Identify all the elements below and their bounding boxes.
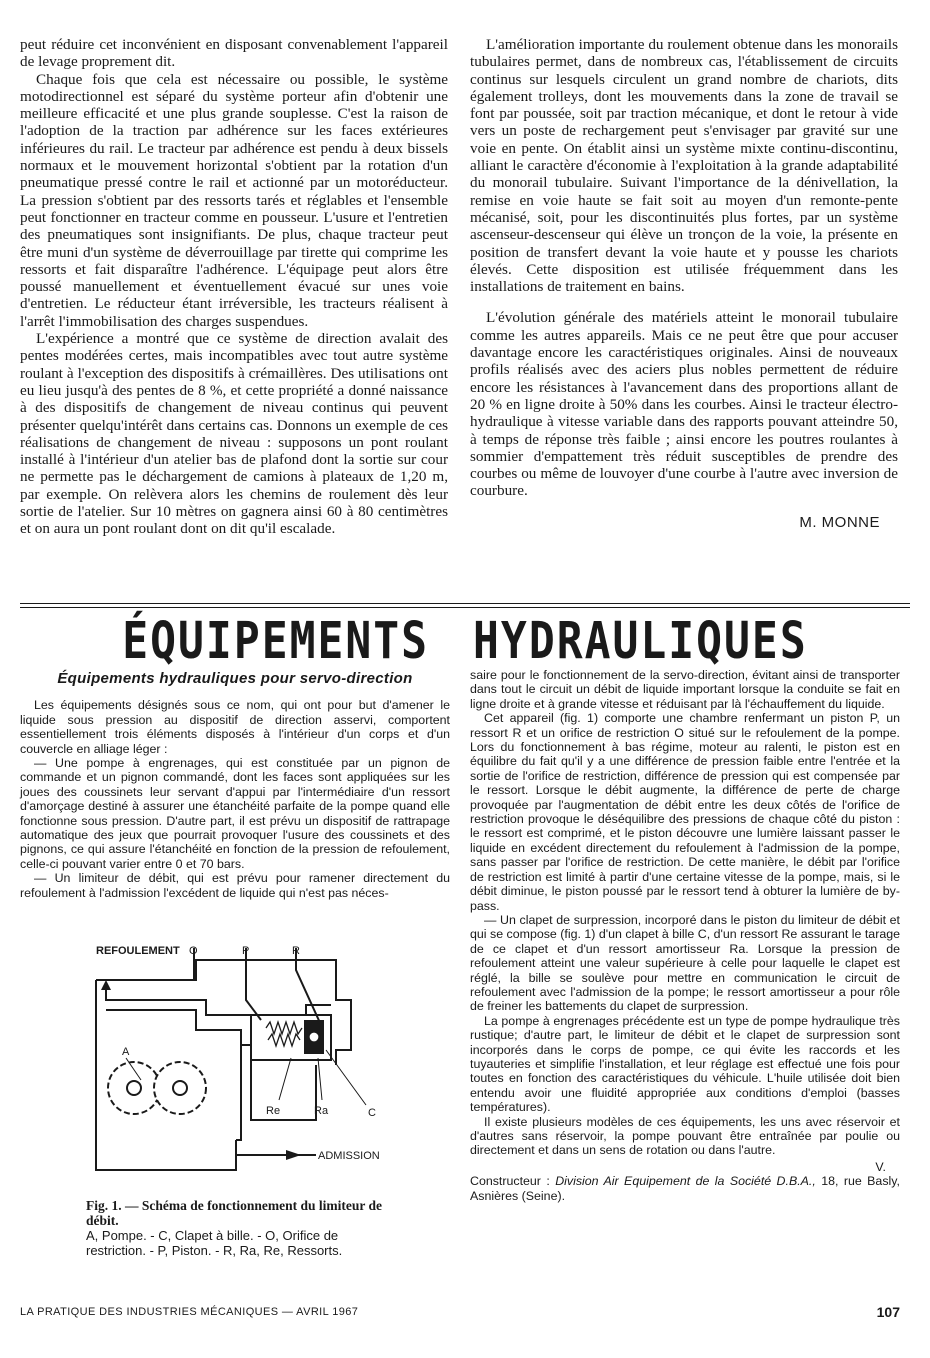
flow-limiter-diagram [86, 940, 396, 1180]
c-lead [326, 1050, 366, 1105]
top-article-left-column [20, 36, 448, 538]
piston-lead [246, 948, 261, 1020]
author-initial: V. [875, 1159, 886, 1174]
divider-line [20, 603, 910, 604]
section-left-column [20, 672, 450, 900]
paragraph: Les équipements désignés sous ce nom, qui ont pour but d'amener le liquide sous pression au dispositif de direction asservi, comportent essentiellement trois éléments disposés à l'intérieur d'un corps et d'un couvercle en alliage léger : [20, 698, 450, 756]
label-p: P [242, 945, 250, 957]
paragraph: L'évolution générale des matériels atteint le monorail tubulaire comme les autres appareils. Mais ce ne peut être que pour accuser davantage encore les caractéristiques originales. Ainsi de nouveaux profils réalisés avec des aciers plus nobles permettent de réduire encore les résistances à l'avancement dans des proportions allant de 20 % en ligne droite à 50% dans les courbes. Ainsi le tracteur électro-hydraulique à vitesse variable dans des rapports pouvant atteindre 50, à temps de réponse très faible ; ainsi encore les poutres roulantes à sommier d'empattement très réduit susceptibles de prendre des courbes ou même de louvoyer d'une courbe à l'autre avec inversion de courbure. [470, 309, 898, 500]
paragraph: Cet appareil (fig. 1) comporte une chambre renfermant un piston P, un ressort R et un orifice de restriction O situé sur le refoulement de la pompe. Lors du fonctionnement à bas régime, moteur au ralenti, le piston est en équilibre du fait qu'il y a une différence de pression faible entre l'entrée et la sortie de l'orifice de restriction, différence de pression qui est compensée par le ressort. Lorsque le débit augmente, la différence de perte de charge provoquée par l'augmentation de débit entre les deux côtés de l'orifice de restriction provoque le déséquilibre des pressions de chaque côté du piston : le ressort est comprimé, et le piston découvre une lumière laissant passer le liquide en excédent directement du refoulement à l'admission de la pompe, sans passer par l'orifice de restriction. De cette manière, le débit par l'orifice de restriction est limité à partir d'une certaine vitesse de la pompe, mais, si le débit diminue, le piston poussé par le ressort tend à obturer la lumière de by-pass. [470, 711, 900, 913]
by-pass-channel [236, 1045, 241, 1140]
diagram-labels [96, 945, 380, 1162]
top-article-right-column [470, 36, 898, 531]
caption-legend: A, Pompe. - C, Clapet à bille. - O, Orifice de restriction. - P, Piston. - R, Ra, Re, Ressorts. [86, 1228, 343, 1258]
constructeur-line [470, 1174, 900, 1203]
paragraph: — Un clapet de surpression, incorporé dans le piston du limiteur de débit et qui se compose (fig. 1) d'un clapet à bille C, d'un ressort Re assurant le tarage de ce clapet et d'un ressort amortisseur Ra. Lorsque la pression de refoulement atteint une valeur supérieure à celle pour laquelle le clapet est réglé, la bille se soulève pour mettre en communication le circuit de refoulement avec l'admission de la pompe; le ressort amortisseur a pour rôle de freiner les battements du clapet de surpression. [470, 912, 900, 1014]
paragraph: saire pour le fonctionnement de la servo-direction, évitant ainsi de transporter dans tout le circuit un débit de liquide important lorsque la conduite se fait en ligne droite et à grande vitesse et réduisant par là l'échauffement du liquide. [470, 668, 900, 711]
label-admission: ADMISSION [318, 1150, 380, 1162]
constructeur-name: Division Air Equipement de la Société D.B.A., [555, 1174, 816, 1189]
label-r: R [292, 945, 300, 957]
constructeur-address: 18, rue Basly, Asnières (Seine). [470, 1174, 900, 1203]
journal-footer: LA PRATIQUE DES INDUSTRIES MÉCANIQUES — AVRIL 1967 [20, 1306, 359, 1318]
caption-number: Fig. 1. — [86, 1198, 139, 1213]
re-lead [279, 1058, 291, 1100]
ball-valve [309, 1032, 319, 1042]
section-title-word: ÉQUIPEMENTS [122, 612, 430, 671]
paragraph: — Une pompe à engrenages, qui est constituée par un pignon de commande et un pignon commandé, dont les faces sont appliquées sur les joues des coussinets leur servant d'appui par l'intermédiaire d'un ressort d'amorçage destiné à assurer une étanchéité parfaite de la pompe quand elle fonctionne sous pression. D'autre part, il est prévu un dispositif de rattrapage automatique des jeux que pourrait provoquer l'usure des coussinets et des pignons, ce qui assure l'étanchéité en fonction de la pression de refoulement, celle-ci pouvant varier entre 0 et 70 bars. [20, 756, 450, 871]
author-signature: M. MONNE [799, 513, 880, 531]
label-a: A [122, 1046, 130, 1058]
label-o: O [189, 945, 198, 957]
paragraph: L'amélioration importante du roulement obtenue dans les monorails tubulaires permet, dans de nombreux cas, l'établissement de circuits continus sur lesquels circulent un grand nombre de chariots, dits également trolleys, dont les mouvements dans la zone de travail se font par poussée, soit par traction mécanique, et dont le retour à vide vers un poste de rechargement peut s'envisager par gravité sur une voie en pente. On établit ainsi un système mixte continu-discontinu, alliant le caractère d'économie à l'exploitation à la grande adaptabilité du monorail tubulaire. Suivant l'importance de la dénivellation, la remise en voie haute se fait soit au moyen d'un remonte-pente mécanisé, soit, pour les discontinuités plus fortes, par un système ascenseur-descenseur qui élève un tronçon de la voie, la présente en position de transfert devant la voie haute et y pousse les chariots élevés. Cette disposition est utilisée fréquemment dans les installations de traitement en bains. [470, 36, 898, 296]
paragraph: L'expérience a montré que ce système de direction avalait des pentes modérées certes, mais incompatibles avec tout autre système roulant à l'exception des dispositifs à crémaillères. Des utilisations ont eu lieu jusqu'à des pentes de 8 %, et cette propriété a donné naissance à des dispositifs de changement de niveau continus qui peuvent présenter quelqu'intérêt dans certains cas. Donnons un exemple de ces réalisations de changement de niveau : supposons un pont roulant installé à l'intérieur d'un atelier bas de plafond dont la sortie sur cour ne permette pas le déchargement de camions à plateaux de 1,20 m, par exemple. On relèvera alors les chemins de roulement dès leur sortie de l'atelier. Sur 10 mètres on gagnera ainsi 60 à 80 centimètres et on aura un pont roulant dont on dit qu'il escalade. [20, 330, 448, 538]
paragraph: Chaque fois que cela est nécessaire ou possible, le système motodirectionnel est séparé du système porteur afin d'obtenir une meilleure efficacité et une plus grande souplesse. C'est la raison de l'adoption de la traction par adhérence sur les faces extérieures inférieures du rail. Le tracteur par adhérence est pendu à deux bissels normaux et le mouvement horizontal s'obtient par la rotation d'un pneumatique pressé contre le rail et actionné par un motoréducteur. La pression s'obtient par des ressorts tarés et réglables et l'ensemble peut fonctionner en tracteur comme en pousseur. L'usure et l'entretien des pneumatiques sont insignifiants. De plus, chaque tracteur peut être muni d'un système de déverrouillage par tirette qui comprime les ressorts et fait disparaître l'adhérence. L'équipage peut alors être poussé manuellement et éventuellement évacué sur unes voie d'entretien. Le réducteur étant irréversible, les tracteurs réalisent à l'arrêt l'immobilisation des charges suspendues. [20, 70, 448, 330]
caption-title: Schéma de fonctionnement du limiteur de débit. [86, 1198, 382, 1228]
paragraph: La pompe à engrenages précédente est un type de pompe hydraulique très rustique; d'autre part, le limiteur de débit et le clapet de surpression sont incorporés dans le corps de pompe, ce qui évite les raccords et les tuyauteries et simplifie l'installation, et leur réglage est effectué une fois pour toutes en fonction des caractéristiques du véhicule. L'huile utilisée doit bien entendu avoir une fluidité appropriée aux conditions d'emploi (basses températures). [470, 1013, 900, 1115]
section-title-word: HYDRAULIQUES [473, 612, 808, 671]
ra-lead [318, 1058, 322, 1100]
paragraph: — Un limiteur de débit, qui est prévu pour ramener directement du refoulement à l'admission l'excédent de liquide qui n'est pas néces- [20, 871, 450, 900]
section-right-column [470, 668, 900, 1203]
divider-line [20, 607, 910, 608]
label-re: Re [266, 1105, 281, 1117]
label-ra: Ra [314, 1105, 329, 1117]
gear-pump [108, 1062, 206, 1114]
figure-diagram [86, 940, 396, 1180]
page-number: 107 [876, 1304, 900, 1320]
return-channel [251, 1060, 316, 1120]
constructeur-label: Constructeur : [470, 1174, 556, 1189]
label-refoulement: REFOULEMENT [96, 945, 180, 957]
section-title [20, 612, 910, 671]
refoulement-arrow [101, 980, 111, 990]
admission-arrow [286, 1150, 301, 1160]
paragraph: peut réduire cet inconvénient en disposant convenablement l'appareil de levage proprement dit. [20, 36, 448, 71]
paragraph: Il existe plusieurs modèles de ces équipements, les uns avec réservoir et d'autres sans réservoir, la pompe pouvant être entraînée par poulie ou directement et dans un sens de rotation ou dans l'autre. [470, 1114, 900, 1158]
spring-r [266, 1022, 302, 1046]
label-c: C [368, 1107, 376, 1119]
subheading: Équipements hydrauliques pour servo-direction [57, 670, 413, 687]
figure-caption [86, 1198, 396, 1258]
